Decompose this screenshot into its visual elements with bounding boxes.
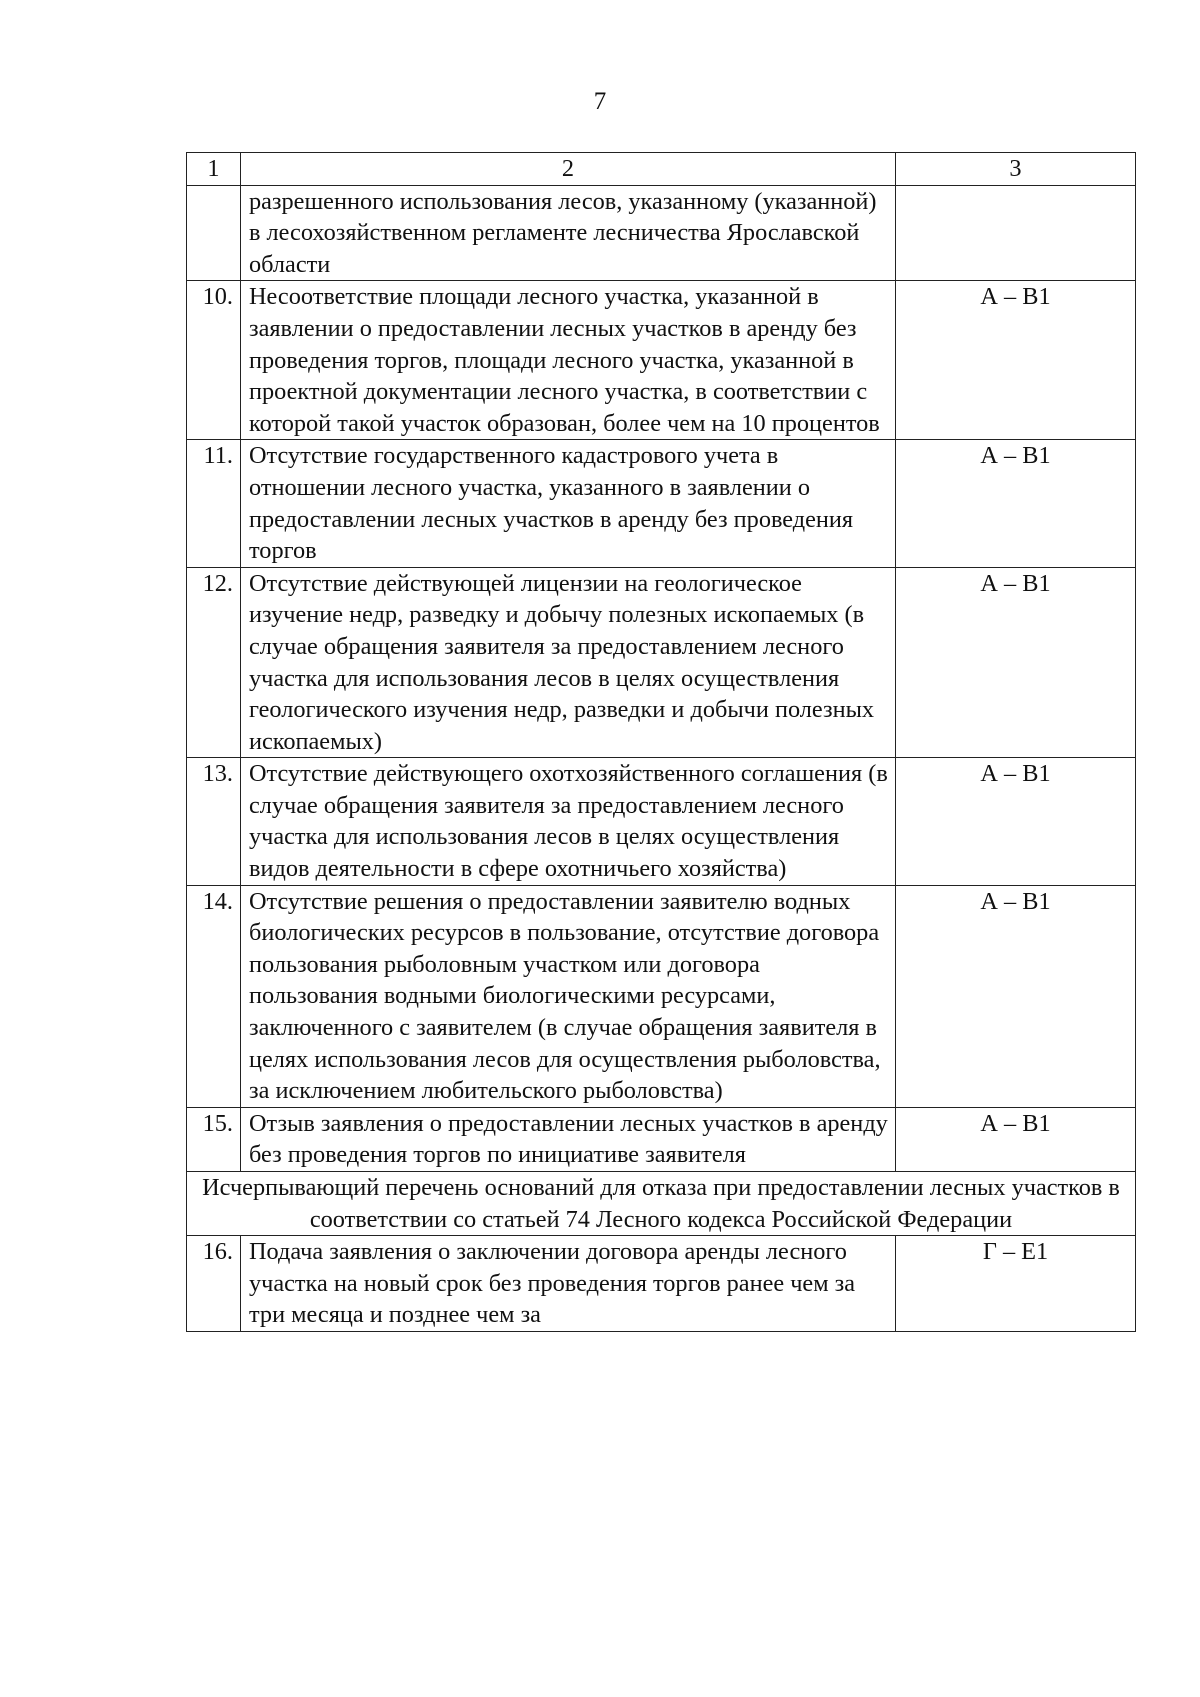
row-code: А – В1 xyxy=(896,281,1136,440)
row-code: Г – Е1 xyxy=(896,1236,1136,1332)
row-number: 13. xyxy=(187,758,241,885)
row-text: Несоответствие площади лесного участка, указанной в заявлении о предоставлении лесных участков в аренду без проведения торгов, площади лесного участка, указанной в проектной документации лесного участка, в соответствии с которой такой участок образован, более чем на 10 процентов xyxy=(241,281,896,440)
grounds-table xyxy=(186,152,1136,1332)
row-text: Отсутствие решения о предоставлении заявителю водных биологических ресурсов в пользование, отсутствие договора пользования рыболовным участком или договора пользования водными биологическими ресурсами, заключенного с заявителем (в случае обращения заявителя в целях использования лесов для осуществления рыболовства, за исключением любительского рыболовства) xyxy=(241,885,896,1107)
row-number: 10. xyxy=(187,281,241,440)
row-text: Отсутствие государственного кадастрового учета в отношении лесного участка, указанного в заявлении о предоставлении лесных участков в аренду без проведения торгов xyxy=(241,440,896,567)
header-col-2: 2 xyxy=(241,153,896,186)
row-text: разрешенного использования лесов, указанному (указанной) в лесохозяйственном регламенте лесничества Ярославской области xyxy=(241,185,896,281)
row-code: А – В1 xyxy=(896,1107,1136,1171)
table-row xyxy=(187,567,1136,758)
header-col-1: 1 xyxy=(187,153,241,186)
row-number: 11. xyxy=(187,440,241,567)
row-number: 12. xyxy=(187,567,241,758)
row-number: 14. xyxy=(187,885,241,1107)
row-number xyxy=(187,185,241,281)
table-row xyxy=(187,758,1136,885)
row-text: Отсутствие действующего охотхозяйственного соглашения (в случае обращения заявителя за предоставлением лесного участка для использования лесов в целях осуществления видов деятельности в сфере охотничьего хозяйства) xyxy=(241,758,896,885)
row-code: А – В1 xyxy=(896,567,1136,758)
table-row xyxy=(187,281,1136,440)
row-number: 16. xyxy=(187,1236,241,1332)
row-text: Отзыв заявления о предоставлении лесных участков в аренду без проведения торгов по инициативе заявителя xyxy=(241,1107,896,1171)
table-header-row xyxy=(187,153,1136,186)
row-code: А – В1 xyxy=(896,440,1136,567)
table-row xyxy=(187,1236,1136,1332)
row-number: 15. xyxy=(187,1107,241,1171)
table-row xyxy=(187,1107,1136,1171)
row-text: Подача заявления о заключении договора аренды лесного участка на новый срок без проведения торгов ранее чем за три месяца и позднее чем за xyxy=(241,1236,896,1332)
section-heading-row xyxy=(187,1172,1136,1236)
row-text: Отсутствие действующей лицензии на геологическое изучение недр, разведку и добычу полезных ископаемых (в случае обращения заявителя за предоставлением лесного участка для использования лесов в целях осуществления геологического изучения недр, разведки и добычи полезных ископаемых) xyxy=(241,567,896,758)
row-code: А – В1 xyxy=(896,885,1136,1107)
header-col-3: 3 xyxy=(896,153,1136,186)
table-row xyxy=(187,885,1136,1107)
page-number: 7 xyxy=(593,88,607,115)
row-code: А – В1 xyxy=(896,758,1136,885)
table-row-continuation xyxy=(187,185,1136,281)
table-row xyxy=(187,440,1136,567)
row-code xyxy=(896,185,1136,281)
section-heading: Исчерпывающий перечень оснований для отказа при предоставлении лесных участков в соответствии со статьей 74 Лесного кодекса Российской Федерации xyxy=(187,1172,1136,1236)
